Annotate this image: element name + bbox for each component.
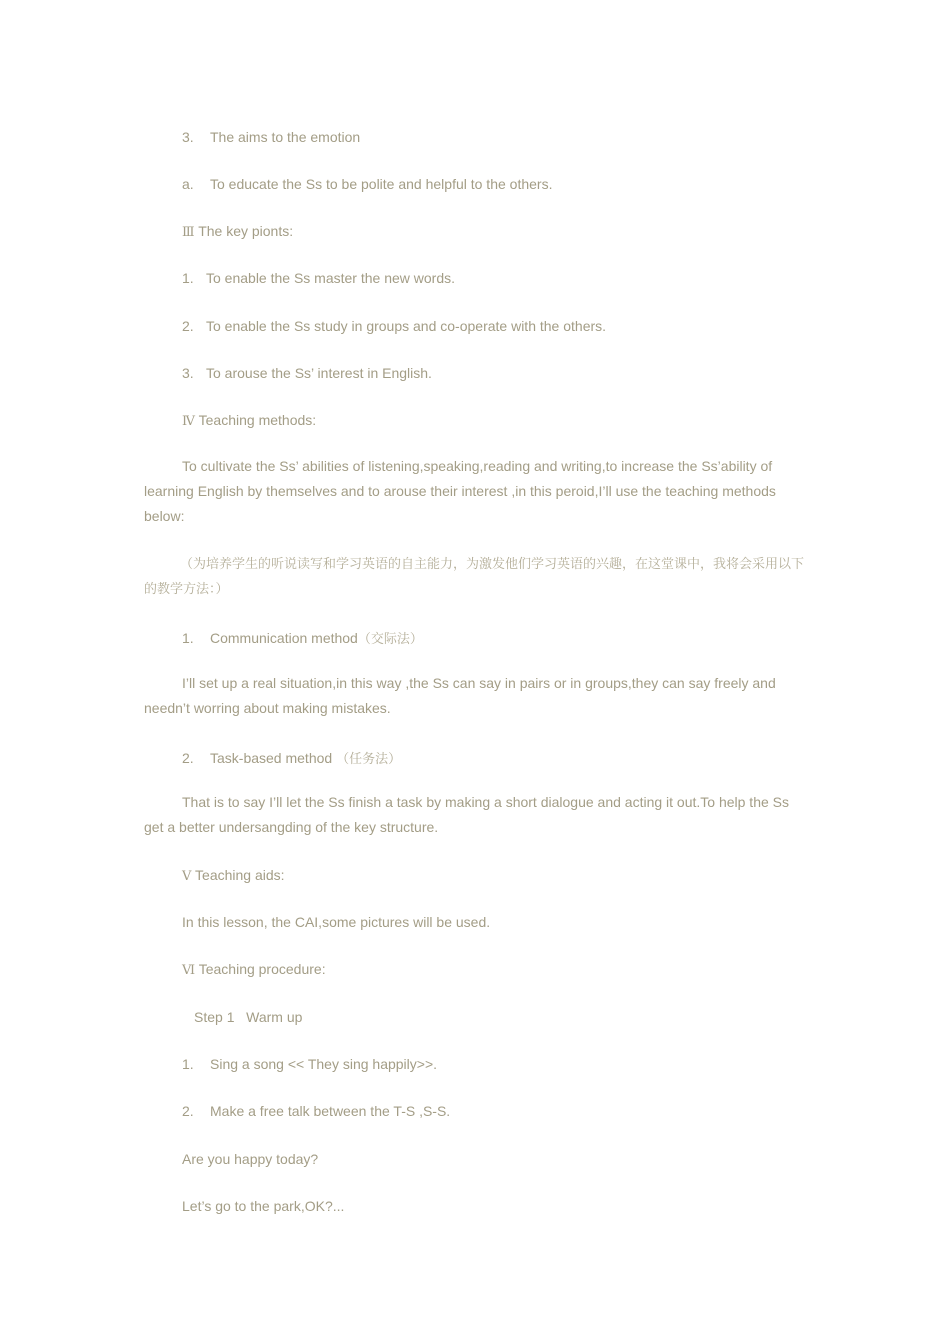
roman-numeral: Ⅵ <box>182 963 196 978</box>
item-number: 1. <box>182 630 194 646</box>
item-text: To enable the Ss study in groups and co-operate with the others. <box>206 318 607 334</box>
item-text: Task-based method <box>210 750 337 766</box>
step-1-heading: Step 1 Warm up <box>194 1009 303 1025</box>
item-text: Communication method <box>210 630 358 646</box>
method-2-item <box>182 747 401 772</box>
heading-text: Teaching methods: <box>198 412 317 428</box>
method-1-description: I’ll set up a real situation,in this way ,the Ss can say in pairs or in groups,they can say freely and needn’t worring about making mistakes. <box>144 675 776 716</box>
roman-numeral: Ⅲ <box>182 225 195 240</box>
aids-text: In this lesson, the CAI,some pictures will be used. <box>182 914 491 930</box>
item-text: To enable the Ss master the new words. <box>206 270 456 286</box>
roman-numeral: Ⅴ <box>182 869 192 884</box>
aims-emotion-item <box>182 128 360 146</box>
item-chinese: （任务法） <box>336 752 402 767</box>
key-point-item <box>182 269 455 287</box>
item-number: 3. <box>182 129 194 145</box>
item-text: To educate the Ss to be polite and helpful to the others. <box>210 176 553 192</box>
item-chinese: （交际法） <box>357 632 423 647</box>
key-points-heading <box>182 222 293 242</box>
key-point-item <box>182 317 606 335</box>
step-1-item <box>182 1055 437 1073</box>
item-number: 1. <box>182 270 194 286</box>
item-text: Make a free talk between the T-S ,S-S. <box>210 1103 451 1119</box>
aids-heading <box>182 866 285 886</box>
item-number: 2. <box>182 318 194 334</box>
key-point-item <box>182 364 432 382</box>
step-1-item <box>182 1102 450 1120</box>
methods-heading <box>182 411 316 431</box>
item-number: 1. <box>182 1056 194 1072</box>
heading-text: Teaching aids: <box>195 867 285 883</box>
heading-text: The key pionts: <box>198 223 294 239</box>
talk-line: Are you happy today? <box>182 1151 319 1167</box>
talk-line: Let’s go to the park,OK?... <box>182 1198 345 1214</box>
item-number: 2. <box>182 750 194 766</box>
methods-intro-chinese: （为培养学生的听说读写和学习英语的自主能力，为激发他们学习英语的兴趣，在这堂课中，我将会采用以下的教学方法：） <box>144 557 805 597</box>
item-text: The aims to the emotion <box>210 129 361 145</box>
item-text: Sing a song << They sing happily>>. <box>210 1056 438 1072</box>
method-2-description: That is to say I’ll let the Ss finish a task by making a short dialogue and acting it out.To help the Ss get a better undersangding of the key structure. <box>144 794 789 835</box>
item-number: 3. <box>182 365 194 381</box>
item-text: To arouse the Ss’ interest in English. <box>206 365 432 381</box>
roman-numeral: Ⅳ <box>182 414 195 429</box>
methods-intro-paragraph: To cultivate the Ss’ abilities of listening,speaking,reading and writing,to increase the Ss’ability of learning English by themselves and to arouse their interest ,in this peroid,I’ll use the teaching methods below: <box>144 458 776 524</box>
item-number: 2. <box>182 1103 194 1119</box>
method-1-item <box>182 627 423 652</box>
procedure-heading <box>182 960 326 980</box>
item-letter: a. <box>182 176 194 192</box>
heading-text: Teaching procedure: <box>198 961 326 977</box>
aim-a-item <box>182 175 552 193</box>
